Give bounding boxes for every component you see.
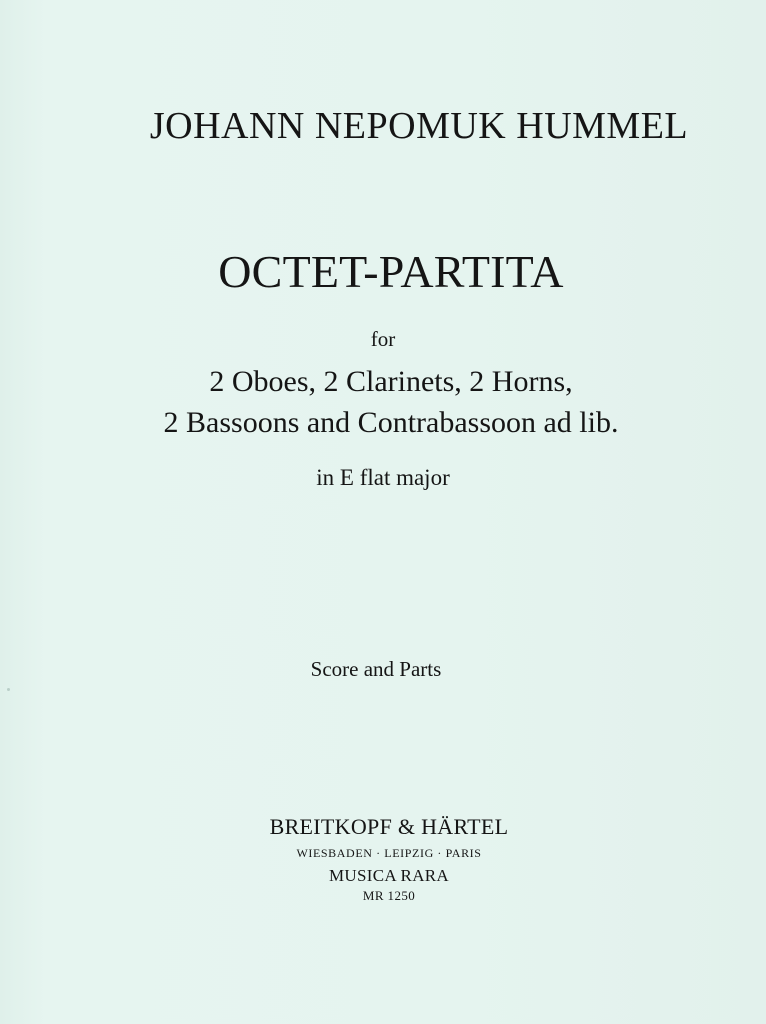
edition-type: Score and Parts (310, 657, 442, 681)
instrumentation-line-2: 2 Bassoons and Contrabassoon ad lib. (163, 406, 619, 439)
publisher-name: BREITKOPF & HÄRTEL (269, 814, 509, 839)
composer-name: JOHANN NEPOMUK HUMMEL (149, 105, 689, 147)
catalog-number: MR 1250 (362, 888, 416, 903)
paper-speck (7, 688, 10, 691)
work-title: OCTET-PARTITA (218, 246, 564, 297)
key-signature: in E flat major (316, 465, 450, 490)
imprint-name: MUSICA RARA (329, 866, 449, 885)
publisher-cities: WIESBADEN · LEIPZIG · PARIS (296, 846, 482, 860)
for-label: for (370, 327, 396, 351)
instrumentation-line-1: 2 Oboes, 2 Clarinets, 2 Horns, (209, 365, 573, 398)
